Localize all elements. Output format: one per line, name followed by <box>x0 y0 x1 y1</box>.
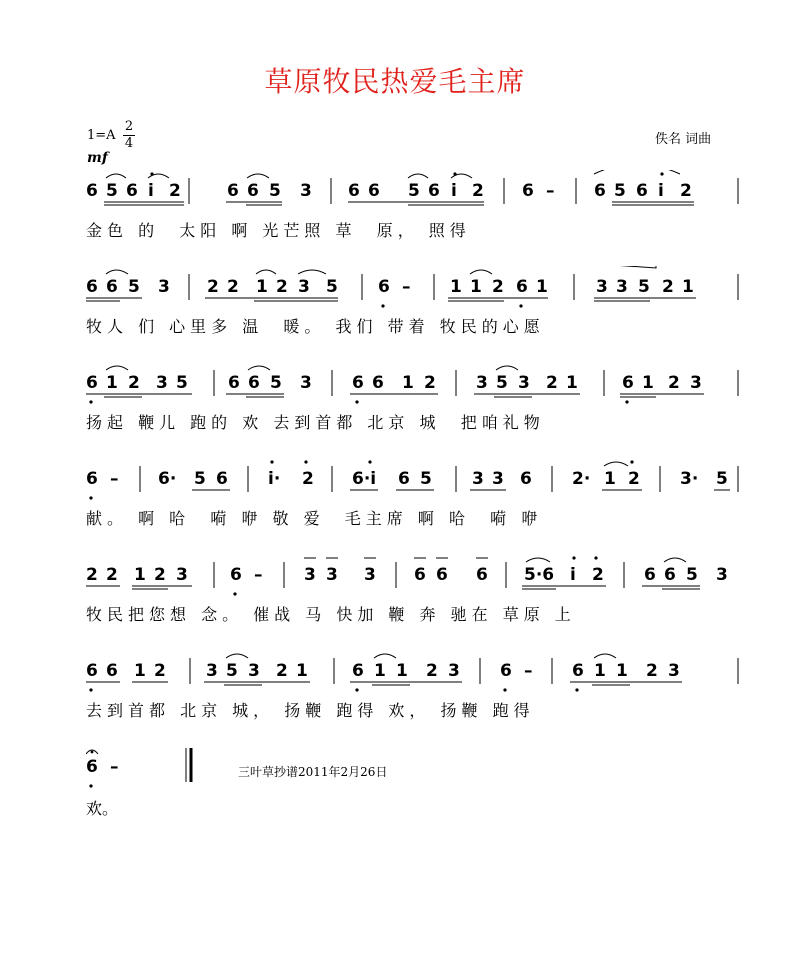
svg-text:1: 1 <box>682 277 694 297</box>
svg-text:6: 6 <box>348 181 360 201</box>
svg-text:2: 2 <box>302 469 314 489</box>
svg-text:3: 3 <box>156 373 168 393</box>
svg-text:–: – <box>524 661 533 681</box>
svg-text:1: 1 <box>450 277 462 297</box>
svg-text:6: 6 <box>86 469 98 489</box>
svg-text:5: 5 <box>226 661 238 681</box>
notation-line-5 <box>86 554 746 600</box>
svg-text:2: 2 <box>472 181 484 201</box>
svg-text:5: 5 <box>496 373 508 393</box>
svg-text:6: 6 <box>86 277 98 297</box>
svg-text:6: 6 <box>352 661 364 681</box>
svg-text:3: 3 <box>690 373 702 393</box>
time-sig-top: 2 <box>124 119 134 134</box>
svg-text:1: 1 <box>396 661 408 681</box>
svg-text:i: i <box>148 181 154 201</box>
svg-text:6: 6 <box>664 565 676 585</box>
svg-text:–: – <box>546 181 555 201</box>
svg-text:5: 5 <box>270 373 282 393</box>
svg-text:1: 1 <box>594 661 606 681</box>
lyrics-line-1: 金色 的 太阳 啊 光芒照 草 原， 照得 <box>86 221 471 240</box>
svg-text:5: 5 <box>128 277 140 297</box>
svg-text:6: 6 <box>372 373 384 393</box>
svg-text:3: 3 <box>176 565 188 585</box>
lyrics-line-3: 扬起 鞭儿 跑的 欢 去到首都 北京 城 把咱礼物 <box>86 413 545 432</box>
svg-text:6: 6 <box>247 181 259 201</box>
svg-text:–: – <box>110 757 119 777</box>
svg-text:2: 2 <box>207 277 219 297</box>
score-line-1 <box>86 170 746 240</box>
svg-text:2: 2 <box>154 661 166 681</box>
svg-text:6: 6 <box>248 373 260 393</box>
notation-line-3 <box>86 362 746 408</box>
svg-text:6: 6 <box>228 373 240 393</box>
svg-text:6: 6 <box>428 181 440 201</box>
svg-text:2: 2 <box>628 469 640 489</box>
svg-text:2: 2 <box>169 181 181 201</box>
svg-text:3: 3 <box>596 277 608 297</box>
score-line-6 <box>86 650 746 720</box>
svg-text:1: 1 <box>134 565 146 585</box>
svg-text:5: 5 <box>638 277 650 297</box>
svg-text:2: 2 <box>426 661 438 681</box>
svg-text:1: 1 <box>374 661 386 681</box>
svg-text:2: 2 <box>662 277 674 297</box>
svg-text:–: – <box>402 277 411 297</box>
svg-text:5: 5 <box>420 469 432 489</box>
svg-text:6: 6 <box>106 661 118 681</box>
svg-text:1: 1 <box>616 661 628 681</box>
svg-text:5: 5 <box>269 181 281 201</box>
svg-text:1: 1 <box>106 373 118 393</box>
score-line-4 <box>86 458 746 528</box>
notes-line-1 <box>86 170 738 205</box>
svg-text:1: 1 <box>134 661 146 681</box>
svg-text:5: 5 <box>194 469 206 489</box>
dynamic-marking: mf <box>87 150 108 166</box>
song-title: 草原牧民热爱毛主席 <box>264 65 526 98</box>
svg-text:i: i <box>658 181 664 201</box>
svg-text:6: 6 <box>106 277 118 297</box>
notation-line-6 <box>86 650 746 696</box>
svg-text:5·6: 5·6 <box>524 565 555 585</box>
svg-text:2: 2 <box>646 661 658 681</box>
svg-text:5: 5 <box>716 469 728 489</box>
svg-text:6: 6 <box>86 757 98 777</box>
svg-text:6: 6 <box>522 181 534 201</box>
svg-text:i: i <box>451 181 457 201</box>
key-signature: 1=A <box>87 128 116 143</box>
svg-text:6: 6 <box>368 181 380 201</box>
svg-text:6: 6 <box>352 373 364 393</box>
svg-text:3: 3 <box>448 661 460 681</box>
svg-text:1: 1 <box>402 373 414 393</box>
svg-text:2: 2 <box>106 565 118 585</box>
svg-text:1: 1 <box>470 277 482 297</box>
svg-text:5: 5 <box>326 277 338 297</box>
svg-text:3: 3 <box>476 373 488 393</box>
svg-text:3: 3 <box>616 277 628 297</box>
svg-text:6: 6 <box>398 469 410 489</box>
svg-text:6: 6 <box>230 565 242 585</box>
lyrics-line-5: 牧民把您想 念。 催战 马 快加 鞭 奔 驰在 草原 上 <box>86 605 576 624</box>
svg-text:i·: i· <box>268 469 281 489</box>
score-line-5 <box>86 554 746 624</box>
svg-text:3: 3 <box>304 565 316 585</box>
svg-text:6: 6 <box>594 181 606 201</box>
svg-text:6: 6 <box>86 661 98 681</box>
svg-text:6: 6 <box>516 277 528 297</box>
svg-text:5: 5 <box>614 181 626 201</box>
svg-text:1: 1 <box>536 277 548 297</box>
svg-text:2: 2 <box>424 373 436 393</box>
time-sig-bottom: 4 <box>124 136 134 151</box>
svg-text:3: 3 <box>206 661 218 681</box>
svg-text:3: 3 <box>472 469 484 489</box>
svg-text:6: 6 <box>622 373 634 393</box>
svg-text:2: 2 <box>668 373 680 393</box>
svg-text:6: 6 <box>414 565 426 585</box>
svg-text:3: 3 <box>300 181 312 201</box>
lyrics-line-6: 去到首都 北京 城， 扬鞭 跑得 欢， 扬鞭 跑得 <box>86 701 535 720</box>
svg-text:6: 6 <box>476 565 488 585</box>
svg-text:6: 6 <box>572 661 584 681</box>
svg-text:2: 2 <box>227 277 239 297</box>
svg-text:2: 2 <box>680 181 692 201</box>
svg-text:2: 2 <box>546 373 558 393</box>
notation-line-4 <box>86 458 746 504</box>
svg-text:6: 6 <box>520 469 532 489</box>
svg-text:5: 5 <box>408 181 420 201</box>
svg-text:6: 6 <box>378 277 390 297</box>
svg-text:2: 2 <box>492 277 504 297</box>
svg-text:3·: 3· <box>680 469 699 489</box>
svg-text:3: 3 <box>518 373 530 393</box>
svg-text:1: 1 <box>296 661 308 681</box>
svg-text:2·: 2· <box>572 469 591 489</box>
svg-text:2: 2 <box>276 661 288 681</box>
lyrics-line-7: 欢。 <box>86 799 119 818</box>
svg-text:6: 6 <box>644 565 656 585</box>
svg-text:5: 5 <box>686 565 698 585</box>
svg-text:1: 1 <box>256 277 268 297</box>
svg-text:–: – <box>254 565 263 585</box>
svg-text:2: 2 <box>86 565 98 585</box>
score-line-3 <box>86 362 746 432</box>
svg-text:3: 3 <box>716 565 728 585</box>
svg-text:6: 6 <box>500 661 512 681</box>
svg-text:6: 6 <box>636 181 648 201</box>
svg-text:6: 6 <box>86 181 98 201</box>
notation-line-1 <box>86 170 746 216</box>
svg-text:2: 2 <box>128 373 140 393</box>
lyrics-line-2: 牧人 们 心里多 温 暖。 我们 带着 牧民的心愿 <box>86 317 545 336</box>
svg-text:3: 3 <box>326 565 338 585</box>
svg-text:–: – <box>110 469 119 489</box>
lyrics-line-4: 献。 啊 哈 嗬 咿 敬 爱 毛主席 啊 哈 嗬 咿 <box>86 509 543 528</box>
svg-text:3: 3 <box>298 277 310 297</box>
svg-text:i: i <box>570 565 576 585</box>
svg-text:6·i: 6·i <box>352 469 377 489</box>
notation-line-7 <box>86 746 746 792</box>
svg-text:6: 6 <box>227 181 239 201</box>
svg-text:6: 6 <box>126 181 138 201</box>
svg-text:6: 6 <box>436 565 448 585</box>
svg-text:6: 6 <box>86 373 98 393</box>
svg-text:3: 3 <box>248 661 260 681</box>
svg-text:6: 6 <box>216 469 228 489</box>
svg-text:3: 3 <box>492 469 504 489</box>
notation-line-2 <box>86 266 746 312</box>
svg-text:1: 1 <box>566 373 578 393</box>
svg-text:1: 1 <box>642 373 654 393</box>
score-line-7 <box>86 746 746 792</box>
svg-text:2: 2 <box>276 277 288 297</box>
svg-text:6·: 6· <box>158 469 177 489</box>
svg-text:1: 1 <box>604 469 616 489</box>
svg-text:5: 5 <box>176 373 188 393</box>
svg-text:3: 3 <box>364 565 376 585</box>
svg-text:2: 2 <box>592 565 604 585</box>
score-line-2 <box>86 266 746 336</box>
svg-text:2: 2 <box>154 565 166 585</box>
time-signature <box>123 119 135 152</box>
svg-text:3: 3 <box>158 277 170 297</box>
svg-text:3: 3 <box>300 373 312 393</box>
svg-text:5: 5 <box>106 181 118 201</box>
transcriber-signature: 三叶草抄谱2011年2月26日 <box>238 765 388 779</box>
svg-text:3: 3 <box>668 661 680 681</box>
credit-text: 佚名 词曲 <box>655 132 712 147</box>
